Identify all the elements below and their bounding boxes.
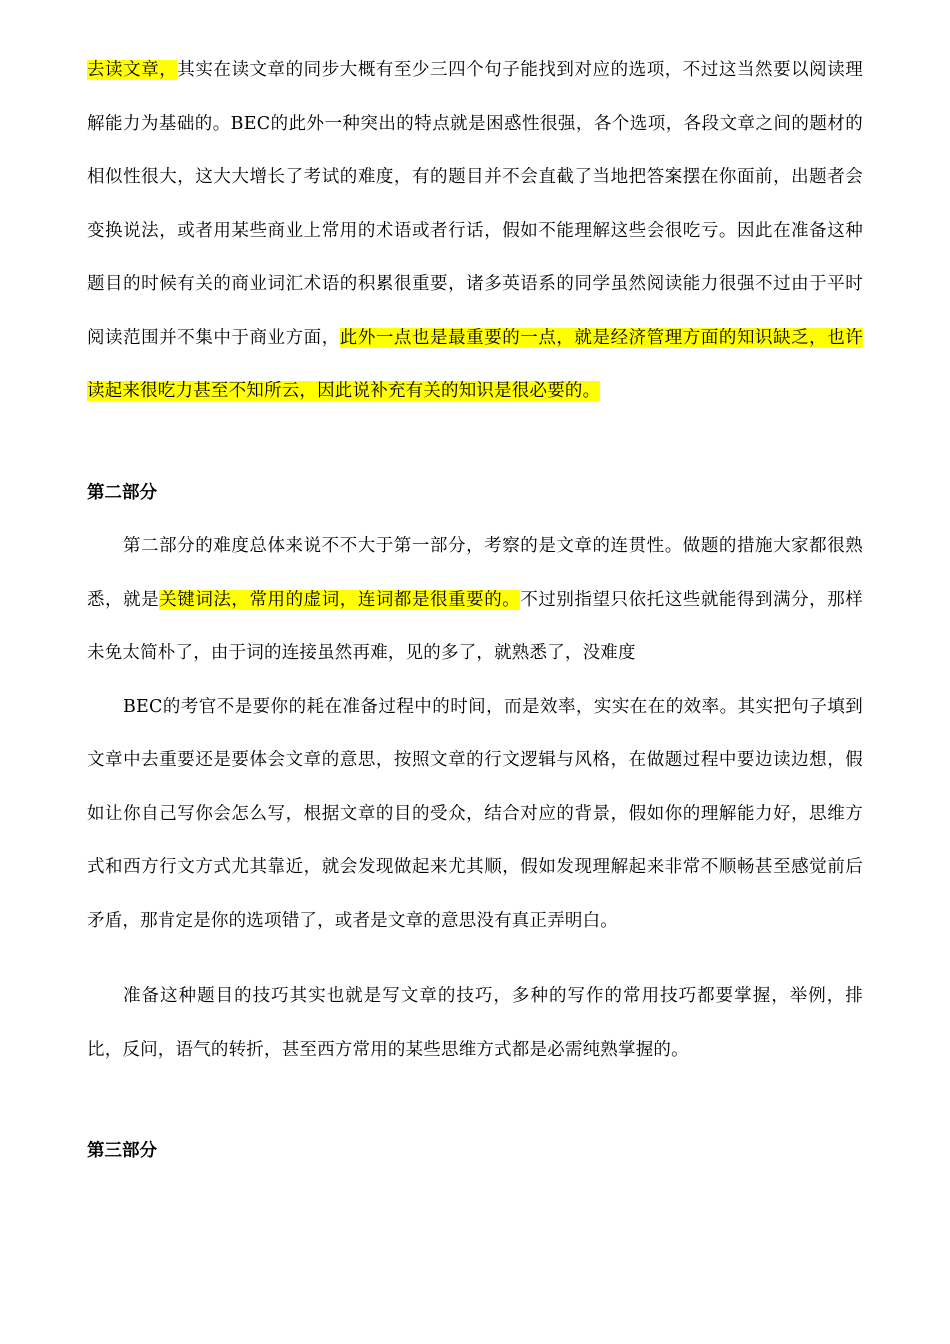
- paragraph-intro-continued: [87, 44, 863, 419]
- paragraph-part-two-1: [87, 520, 863, 681]
- highlighted-text: 此外一点也是最重要的一点，就是经济管理方面的知识缺乏，也许读起来很吃力甚至不知所云，因此说补充有关的知识是很必要的。: [87, 327, 863, 401]
- paragraph-part-two-2: BEC的考官不是要你的耗在准备过程中的时间，而是效率，实实在在的效率。其实把句子填到文章中去重要还是要体会文章的意思，按照文章的行文逻辑与风格，在做题过程中要边读边想，假如让你自己写你会怎么写，根据文章的目的受众，结合对应的背景，假如你的理解能力好，思维方式和西方行文方式尤其靠近，就会发现做起来尤其顺，假如发现理解起来非常不顺畅甚至感觉前后矛盾，那肯定是你的选项错了，或者是文章的意思没有真正弄明白。: [87, 696, 863, 931]
- body-text: 不过别指望只依托这些就能得到满分，那样未免太简朴了，由于词的连接虽然再难，见的多了，就熟悉了，没难度: [87, 589, 863, 663]
- body-text: 其实在读文章的同步大概有至少三四个句子能找到对应的选项，不过这当然要以阅读理解能力为基础的。BEC的此外一种突出的特点就是困惑性很强，各个选项，各段文章之间的题材的相似性很大，这大大增长了考试的难度，有的题目并不会直截了当地把答案摆在你面前，出题者会变换说法，或者用某些商业上常用的术语或者行话，假如不能理解这些会很吃亏。因此在准备这种题目的时候有关的商业词汇术语的积累很重要，诸多英语系的同学虽然阅读能力很强不过由于平时阅读范围并不集中于商业方面，: [87, 60, 863, 348]
- body-text: 第二部分的难度总体来说不不大于第一部分，考察的是文章的连贯性。做题的措施大家都很熟悉，就是: [87, 536, 863, 610]
- section-spacer: [87, 419, 863, 467]
- highlighted-text: 关键词法，常用的虚词，连词都是很重要的。: [159, 589, 521, 610]
- section-heading-part-three: 第三部分: [87, 1141, 157, 1161]
- section-heading-part-two: 第二部分: [87, 482, 157, 503]
- paragraph-part-two-3: 准备这种题目的技巧其实也就是写文章的技巧，多种的写作的常用技巧都要掌握，举例，排比，反问，语气的转折，甚至西方常用的某些思维方式都是必需纯熟掌握的。: [87, 986, 863, 1060]
- highlighted-text: 去读文章，: [87, 60, 178, 80]
- paragraph-spacer: [87, 948, 863, 970]
- section-spacer: [87, 1077, 863, 1125]
- document-page: [87, 44, 863, 1179]
